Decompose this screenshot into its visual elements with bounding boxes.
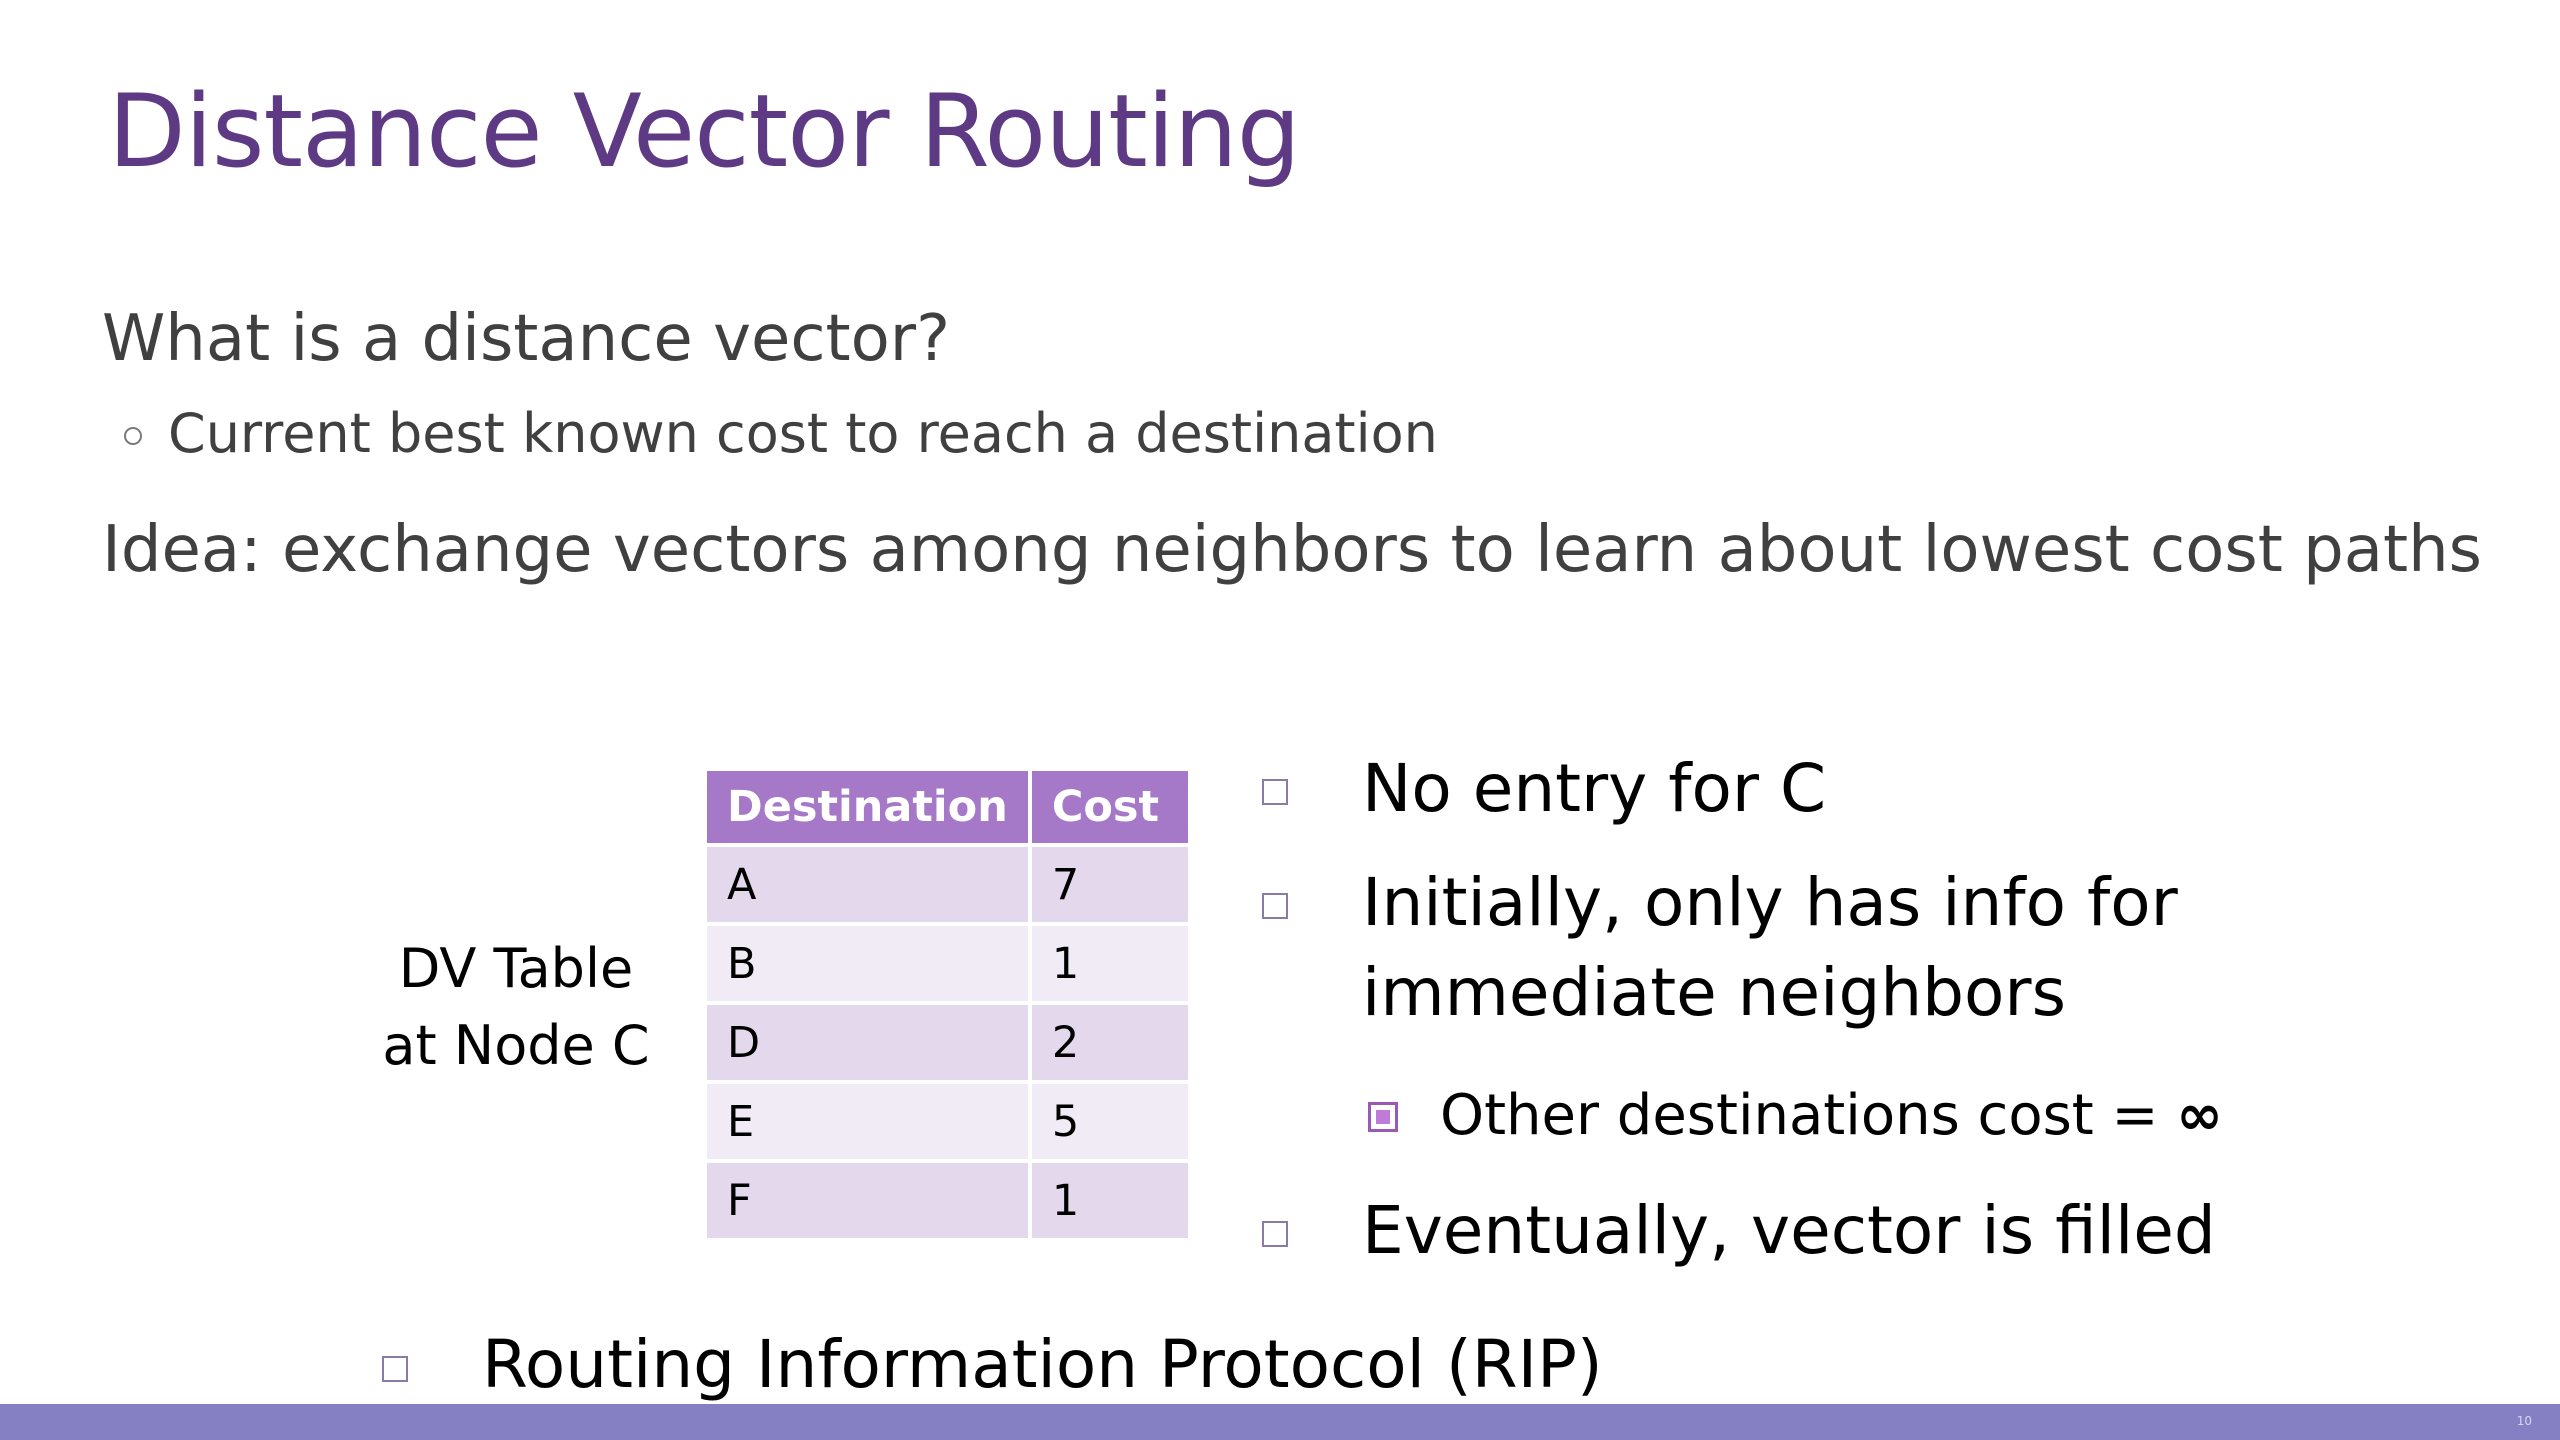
bullet-text-line1: Initially, only has info for: [1362, 864, 2178, 941]
infinity-symbol: ∞: [2176, 1083, 2223, 1148]
square-bullet-icon: [1262, 779, 1288, 805]
table-row: [707, 926, 1188, 1001]
table-row: [707, 1163, 1188, 1238]
bullet-no-entry: [1262, 744, 1826, 834]
table-header-row: [707, 771, 1188, 843]
bullet-text-line2: immediate neighbors: [1362, 954, 2066, 1031]
cell-destination: F: [707, 1163, 1028, 1238]
cell-cost: 1: [1032, 926, 1188, 1001]
square-bullet-icon: [382, 1356, 408, 1382]
bullet-text: Eventually, vector is filled: [1362, 1192, 2216, 1269]
sub-bullet-other-destinations: [1368, 1076, 2223, 1156]
cell-destination: A: [707, 847, 1028, 922]
bullet-text: No entry for C: [1362, 750, 1827, 827]
cell-cost: 2: [1032, 1005, 1188, 1080]
bullet-initially: [1262, 858, 2178, 1038]
square-bullet-icon: [1262, 893, 1288, 919]
bullet-rip: [382, 1320, 1603, 1410]
square-bullet-icon: [1262, 1221, 1288, 1247]
bullet-text-main: Other destinations cost =: [1440, 1083, 2177, 1148]
bullet-text: [1362, 858, 2178, 1038]
bullet-text: Routing Information Protocol (RIP): [482, 1326, 1603, 1403]
circle-bullet-icon: [124, 427, 142, 445]
header-destination: Destination: [707, 771, 1028, 843]
sub-bullet-text: Current best known cost to reach a destination: [168, 402, 1438, 465]
bullet-text: [1440, 1076, 2223, 1156]
cell-cost: 5: [1032, 1084, 1188, 1159]
footer-bar: [0, 1404, 2560, 1440]
filled-square-bullet-icon: [1368, 1102, 1398, 1132]
idea-text: Idea: exchange vectors among neighbors to learn about lowest cost paths: [102, 513, 2482, 587]
cell-destination: E: [707, 1084, 1028, 1159]
question-text: What is a distance vector?: [102, 302, 951, 376]
dv-label-line1: DV Table: [398, 937, 634, 1000]
dv-label-line2: at Node C: [382, 1014, 650, 1077]
cell-cost: 1: [1032, 1163, 1188, 1238]
cell-cost: 7: [1032, 847, 1188, 922]
bullet-eventually: [1262, 1186, 2216, 1276]
page-number: 10: [2516, 1414, 2532, 1428]
cell-destination: B: [707, 926, 1028, 1001]
table-row: [707, 1084, 1188, 1159]
sub-bullet: [124, 402, 1438, 465]
dv-table-label: [376, 930, 656, 1084]
dv-table: [703, 767, 1192, 1242]
table-row: [707, 847, 1188, 922]
table-row: [707, 1005, 1188, 1080]
cell-destination: D: [707, 1005, 1028, 1080]
slide-title: Distance Vector Routing: [108, 72, 1300, 190]
header-cost: Cost: [1032, 771, 1188, 843]
